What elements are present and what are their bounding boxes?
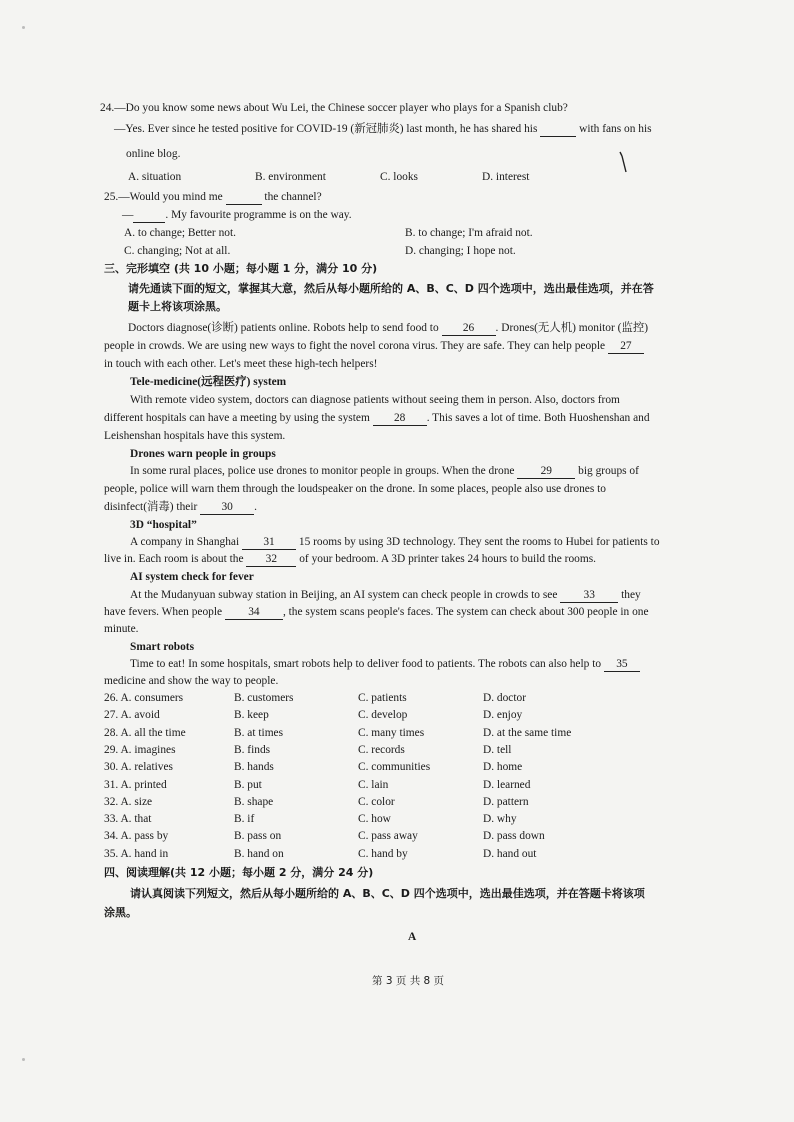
choice-34-option-c[interactable]: C. pass away <box>358 830 418 843</box>
choice-33-option-b[interactable]: B. if <box>234 813 255 826</box>
choice-34-option-a[interactable]: 34. A. pass by <box>104 830 169 843</box>
p6-line2: medicine and show the way to people. <box>104 675 279 687</box>
choice-31-option-b[interactable]: B. put <box>234 778 262 791</box>
choice-27-option-d[interactable]: D. enjoy <box>483 709 523 722</box>
page-footer: 第 3 页 共 8 页 <box>372 975 445 987</box>
choice-35-option-a[interactable]: 35. A. hand in <box>104 847 169 860</box>
q24-option-d[interactable]: D. interest <box>482 171 530 183</box>
choice-33-option-c[interactable]: C. how <box>358 813 391 826</box>
q25-blank-2[interactable] <box>133 208 165 223</box>
choice-31-option-c[interactable]: C. lain <box>358 778 389 791</box>
q25-option-a[interactable]: A. to change; Better not. <box>124 227 236 239</box>
pen-mark-icon <box>618 150 630 176</box>
p1-line1-tail: . Drones(无人机) monitor (监控) <box>495 322 649 334</box>
section4-instruction-1: 请认真阅读下列短文，然后从每小题所给的 A、B、C、D 四个选项中，选出最佳选项，并在答题卡将该项 <box>130 887 645 900</box>
p5-line2-tail: , the system scans people's faces. The system can check about 300 people in one <box>282 606 649 618</box>
q25-option-c[interactable]: C. changing; Not at all. <box>124 245 231 257</box>
p6-line1 <box>130 657 640 672</box>
p4-line2 <box>104 552 596 567</box>
choice-32-option-d[interactable]: D. pattern <box>483 795 529 808</box>
scan-speck <box>22 1058 25 1061</box>
heading-smart-robots: Smart robots <box>130 641 195 653</box>
heading-drones: Drones warn people in groups <box>130 448 276 460</box>
p5-line3: minute. <box>104 623 139 635</box>
choice-35-option-b[interactable]: B. hand on <box>234 847 284 860</box>
q25-line1-tail: the channel? <box>264 191 322 203</box>
choice-30-option-a[interactable]: 30. A. relatives <box>104 761 173 774</box>
choice-27-option-a[interactable]: 27. A. avoid <box>104 709 160 722</box>
q25-line1-text: 25.—Would you mind me <box>104 191 223 203</box>
p4-line1-tail: 15 rooms by using 3D technology. They sent the rooms to Hubei for patients to <box>298 536 660 548</box>
blank-27[interactable]: 27 <box>608 339 644 354</box>
q24-blank[interactable] <box>540 122 576 137</box>
p1-line3: in touch with each other. Let's meet these high-tech helpers! <box>104 358 378 370</box>
choice-26-option-c[interactable]: C. patients <box>358 692 407 704</box>
choice-35-option-c[interactable]: C. hand by <box>358 847 408 860</box>
section3-heading: 三、完形填空 (共 10 小题；每小题 1 分，满分 10 分) <box>104 262 378 275</box>
p2-line2-text: different hospitals can have a meeting by using the system <box>104 412 370 424</box>
p5-line1-tail: they <box>621 589 641 601</box>
p3-line1 <box>130 464 639 479</box>
p1-line1-text: Doctors diagnose(诊断) patients online. Robots help to send food to <box>128 322 439 334</box>
choice-33-option-a[interactable]: 33. A. that <box>104 813 152 826</box>
choice-33-option-d[interactable]: D. why <box>483 813 517 826</box>
blank-32[interactable]: 32 <box>246 552 296 567</box>
p5-line1 <box>130 588 641 603</box>
choice-29-option-b[interactable]: B. finds <box>234 743 271 756</box>
q24-option-a[interactable]: A. situation <box>128 171 182 183</box>
section4-instruction-2: 涂黑。 <box>104 906 137 919</box>
choice-32-option-c[interactable]: C. color <box>358 795 395 808</box>
choice-30-option-d[interactable]: D. home <box>483 761 523 774</box>
blank-31[interactable]: 31 <box>242 535 296 550</box>
q25-option-b[interactable]: B. to change; I'm afraid not. <box>405 227 533 239</box>
choice-31-option-a[interactable]: 31. A. printed <box>104 778 167 791</box>
choice-28-option-a[interactable]: 28. A. all the time <box>104 726 186 739</box>
blank-33[interactable]: 33 <box>560 588 618 603</box>
p2-line3: Leishenshan hospitals have this system. <box>104 430 286 442</box>
p4-line1-text: A company in Shanghai <box>130 536 240 548</box>
q25-line2 <box>122 208 352 223</box>
choice-27-option-b[interactable]: B. keep <box>234 709 269 722</box>
p4-line2-tail: of your bedroom. A 3D printer takes 24 hours to build the rooms. <box>299 553 596 565</box>
blank-28[interactable]: 28 <box>373 411 427 426</box>
choice-27-option-c[interactable]: C. develop <box>358 709 408 722</box>
q24-line1: 24.—Do you know some news about Wu Lei, the Chinese soccer player who plays for a Spanish club? <box>100 102 568 114</box>
choice-30-option-c[interactable]: C. communities <box>358 761 431 774</box>
q25-dash: — <box>122 209 134 221</box>
heading-tele-medicine: Tele-medicine(远程医疗) system <box>130 376 287 388</box>
q24-line2-tail: with fans on his <box>579 123 652 135</box>
q24-option-b[interactable]: B. environment <box>255 171 326 183</box>
choice-34-option-b[interactable]: B. pass on <box>234 830 282 843</box>
p2-line2 <box>104 411 650 426</box>
section4-heading: 四、阅读理解(共 12 小题；每小题 2 分，满分 24 分) <box>104 866 374 879</box>
p4-line2-text: live in. Each room is about the <box>104 553 244 565</box>
choice-28-option-d[interactable]: D. at the same time <box>483 726 572 739</box>
p2-line2-tail: . This saves a lot of time. Both Huoshenshan and <box>426 412 650 424</box>
choice-29-option-d[interactable]: D. tell <box>483 743 512 756</box>
q25-blank-1[interactable] <box>226 190 262 205</box>
q25-option-d[interactable]: D. changing; I hope not. <box>405 245 516 257</box>
q24-line3: online blog. <box>126 148 181 160</box>
choice-28-option-c[interactable]: C. many times <box>358 726 425 739</box>
choice-34-option-d[interactable]: D. pass down <box>483 830 545 843</box>
choice-32-option-a[interactable]: 32. A. size <box>104 795 153 808</box>
passage-label-a: A <box>408 931 417 943</box>
p5-line2 <box>104 605 649 620</box>
p1-line2 <box>104 339 644 354</box>
p6-line1-text: Time to eat! In some hospitals, smart robots help to deliver food to patients. The robots can also help to <box>130 658 602 670</box>
q24-line2 <box>114 122 652 137</box>
scan-speck <box>22 26 25 29</box>
blank-29[interactable]: 29 <box>517 464 575 479</box>
q25-line2-text: . My favourite programme is on the way. <box>165 209 352 221</box>
q25-line1 <box>104 190 322 205</box>
blank-30[interactable]: 30 <box>200 500 254 515</box>
p3-line3-text: disinfect(消毒) their <box>104 501 198 513</box>
p1-line1 <box>128 321 648 336</box>
p3-line2: people, police will warn them through the loudspeaker on the drone. In some places, people also use drones to <box>104 483 606 495</box>
choice-30-option-b[interactable]: B. hands <box>234 761 274 774</box>
section3-instruction-2: 题卡上将该项涂黑。 <box>128 300 227 313</box>
choice-26-option-d[interactable]: D. doctor <box>483 692 527 704</box>
p2-line1: With remote video system, doctors can diagnose patients without seeing them in person. Also, doctors from <box>130 394 620 406</box>
choice-28-option-b[interactable]: B. at times <box>234 726 284 739</box>
p3-line3 <box>104 500 257 515</box>
blank-34[interactable]: 34 <box>225 605 283 620</box>
p3-line3-tail: . <box>254 501 258 513</box>
blank-26[interactable]: 26 <box>442 321 496 336</box>
choice-26-option-a[interactable]: 26. A. consumers <box>104 692 184 704</box>
blank-35[interactable]: 35 <box>604 657 640 672</box>
choice-32-option-b[interactable]: B. shape <box>234 795 274 808</box>
choice-29-option-c[interactable]: C. records <box>358 743 405 756</box>
choice-29-option-a[interactable]: 29. A. imagines <box>104 743 176 756</box>
p3-line1-text: In some rural places, police use drones to monitor people in groups. When the drone <box>130 465 515 477</box>
heading-3d-hospital: 3D “hospital” <box>130 519 197 531</box>
p5-line1-text: At the Mudanyuan subway station in Beijing, an AI system can check people in crowds to see <box>130 589 558 601</box>
section3-instruction-1: 请先通读下面的短文，掌握其大意，然后从每小题所给的 A、B、C、D 四个选项中，选出最佳选项，并在答 <box>128 282 654 295</box>
heading-ai-system: AI system check for fever <box>130 571 254 583</box>
choice-31-option-d[interactable]: D. learned <box>483 778 531 791</box>
q24-option-c[interactable]: C. looks <box>380 171 418 183</box>
p3-line1-tail: big groups of <box>578 465 639 477</box>
q24-line2-text: —Yes. Ever since he tested positive for COVID-19 (新冠肺炎) last month, he has shared his <box>114 123 538 135</box>
p4-line1 <box>130 535 660 550</box>
p1-line2-text: people in crowds. We are using new ways to fight the novel corona virus. They are safe. They can help people <box>104 340 606 352</box>
choice-35-option-d[interactable]: D. hand out <box>483 847 537 860</box>
choice-26-option-b[interactable]: B. customers <box>234 692 294 704</box>
p5-line2-text: have fevers. When people <box>104 606 223 618</box>
